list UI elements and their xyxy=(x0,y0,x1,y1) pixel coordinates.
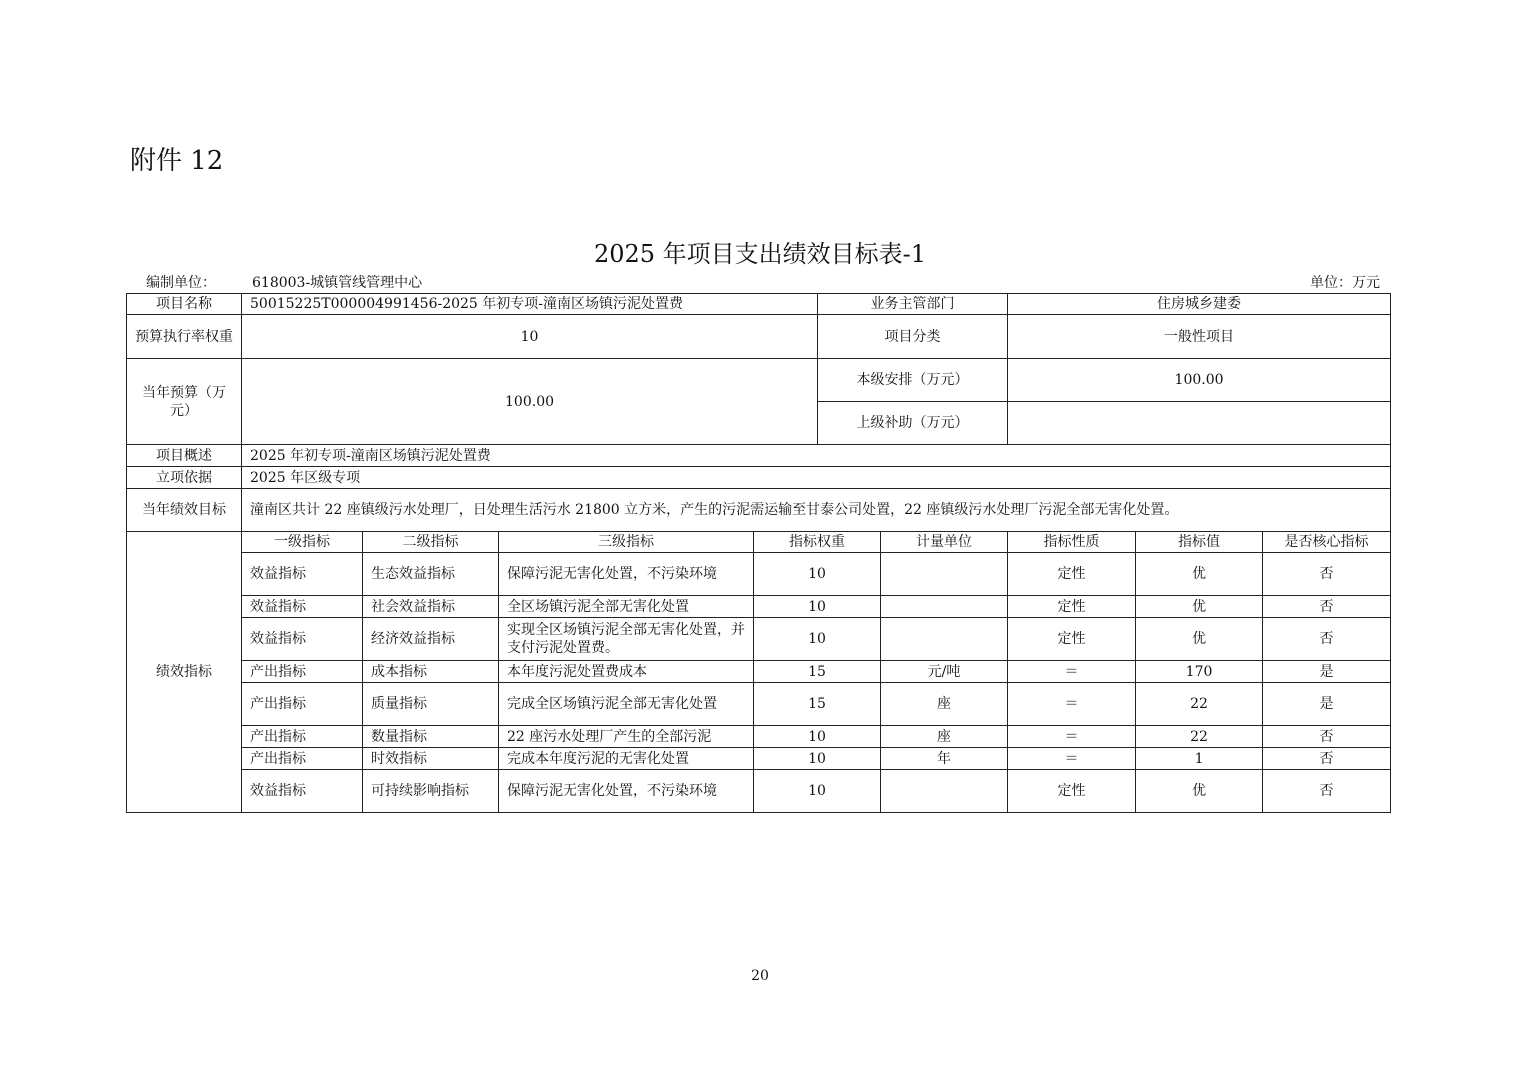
indicator-level2: 生态效益指标 xyxy=(363,553,499,596)
category-label: 项目分类 xyxy=(818,315,1008,359)
indicator-row xyxy=(127,596,1391,618)
basis-label: 立项依据 xyxy=(127,467,242,489)
header-level1: 一级指标 xyxy=(242,532,363,553)
indicator-level3: 完成全区场镇污泥全部无害化处置 xyxy=(499,683,754,726)
upper-subsidy-value xyxy=(1008,402,1391,445)
annual-goal-label: 当年绩效目标 xyxy=(127,489,242,532)
indicators-label: 绩效指标 xyxy=(127,532,242,813)
row-basis xyxy=(127,467,1391,489)
document-title: 2025 年项目支出绩效目标表-1 xyxy=(593,240,927,268)
header-weight: 指标权重 xyxy=(754,532,881,553)
overview-value: 2025 年初专项-潼南区场镇污泥处置费 xyxy=(242,445,1391,467)
annual-budget-value: 100.00 xyxy=(242,359,818,445)
indicator-unit: 座 xyxy=(881,726,1008,748)
indicator-weight: 10 xyxy=(754,726,881,748)
indicator-row xyxy=(127,618,1391,661)
indicator-row xyxy=(127,553,1391,596)
indicator-unit xyxy=(881,770,1008,813)
indicator-core: 否 xyxy=(1263,618,1391,661)
indicator-level2: 成本指标 xyxy=(363,661,499,683)
row-project-name xyxy=(127,294,1391,315)
basis-value: 2025 年区级专项 xyxy=(242,467,1391,489)
header-core: 是否核心指标 xyxy=(1263,532,1391,553)
indicator-core: 否 xyxy=(1263,748,1391,770)
indicator-level1: 效益指标 xyxy=(242,553,363,596)
header-level3: 三级指标 xyxy=(499,532,754,553)
row-overview xyxy=(127,445,1391,467)
header-level2: 二级指标 xyxy=(363,532,499,553)
indicator-nature: 定性 xyxy=(1008,553,1136,596)
indicator-nature: ＝ xyxy=(1008,748,1136,770)
overview-label: 项目概述 xyxy=(127,445,242,467)
attachment-label: 附件 12 xyxy=(130,146,224,176)
indicator-nature: 定性 xyxy=(1008,596,1136,618)
budget-weight-label: 预算执行率权重 xyxy=(127,315,242,359)
indicator-nature: 定性 xyxy=(1008,618,1136,661)
budget-weight-value: 10 xyxy=(242,315,818,359)
indicator-level1: 产出指标 xyxy=(242,683,363,726)
indicator-unit xyxy=(881,553,1008,596)
indicator-unit: 元/吨 xyxy=(881,661,1008,683)
row-budget-weight xyxy=(127,315,1391,359)
indicator-core: 否 xyxy=(1263,726,1391,748)
indicator-value: 170 xyxy=(1136,661,1263,683)
header-nature: 指标性质 xyxy=(1008,532,1136,553)
indicator-weight: 10 xyxy=(754,596,881,618)
indicator-core: 否 xyxy=(1263,770,1391,813)
dept-value: 住房城乡建委 xyxy=(1008,294,1391,315)
indicator-nature: ＝ xyxy=(1008,683,1136,726)
indicator-weight: 10 xyxy=(754,770,881,813)
indicator-level3: 本年度污泥处置费成本 xyxy=(499,661,754,683)
indicator-value: 优 xyxy=(1136,596,1263,618)
indicator-level1: 产出指标 xyxy=(242,726,363,748)
indicator-value: 22 xyxy=(1136,726,1263,748)
indicator-unit xyxy=(881,596,1008,618)
indicator-header-row xyxy=(127,532,1391,553)
indicator-level2: 可持续影响指标 xyxy=(363,770,499,813)
indicator-row xyxy=(127,661,1391,683)
header-unit: 计量单位 xyxy=(881,532,1008,553)
header-value: 指标值 xyxy=(1136,532,1263,553)
local-arrangement-value: 100.00 xyxy=(1008,359,1391,402)
indicator-level3: 22 座污水处理厂产生的全部污泥 xyxy=(499,726,754,748)
indicator-core: 是 xyxy=(1263,661,1391,683)
indicator-level2: 质量指标 xyxy=(363,683,499,726)
indicator-value: 优 xyxy=(1136,553,1263,596)
indicator-level3: 保障污泥无害化处置，不污染环境 xyxy=(499,553,754,596)
indicator-value: 22 xyxy=(1136,683,1263,726)
indicator-level2: 社会效益指标 xyxy=(363,596,499,618)
indicator-level3: 全区场镇污泥全部无害化处置 xyxy=(499,596,754,618)
indicator-level2: 经济效益指标 xyxy=(363,618,499,661)
indicator-value: 优 xyxy=(1136,618,1263,661)
indicator-weight: 10 xyxy=(754,553,881,596)
indicator-row xyxy=(127,683,1391,726)
indicator-weight: 15 xyxy=(754,661,881,683)
annual-goal-value: 潼南区共计 22 座镇级污水处理厂，日处理生活污水 21800 立方米，产生的污泥需运输至甘泰公司处置，22 座镇级污水处理厂污泥全部无害化处置。 xyxy=(242,489,1391,532)
indicator-level1: 效益指标 xyxy=(242,770,363,813)
row-annual-goal xyxy=(127,489,1391,532)
performance-table xyxy=(126,293,1391,813)
indicator-core: 否 xyxy=(1263,553,1391,596)
indicator-level3: 保障污泥无害化处置，不污染环境 xyxy=(499,770,754,813)
compile-unit-value: 618003-城镇管线管理中心 xyxy=(252,275,423,291)
indicator-row xyxy=(127,726,1391,748)
compile-unit xyxy=(146,273,422,293)
indicator-level2: 数量指标 xyxy=(363,726,499,748)
indicator-row xyxy=(127,770,1391,813)
category-value: 一般性项目 xyxy=(1008,315,1391,359)
indicator-nature: ＝ xyxy=(1008,726,1136,748)
indicator-level1: 产出指标 xyxy=(242,661,363,683)
indicator-level2: 时效指标 xyxy=(363,748,499,770)
indicator-weight: 10 xyxy=(754,618,881,661)
indicator-unit xyxy=(881,618,1008,661)
indicator-value: 1 xyxy=(1136,748,1263,770)
indicator-unit: 年 xyxy=(881,748,1008,770)
indicator-level1: 效益指标 xyxy=(242,618,363,661)
page-number: 20 xyxy=(751,968,769,984)
compile-unit-label: 编制单位： xyxy=(146,275,216,291)
indicator-weight: 10 xyxy=(754,748,881,770)
indicator-nature: 定性 xyxy=(1008,770,1136,813)
indicator-level1: 产出指标 xyxy=(242,748,363,770)
indicator-value: 优 xyxy=(1136,770,1263,813)
annual-budget-label: 当年预算（万元） xyxy=(127,359,242,445)
indicator-core: 是 xyxy=(1263,683,1391,726)
indicator-level3: 实现全区场镇污泥全部无害化处置，并支付污泥处置费。 xyxy=(499,618,754,661)
row-annual-budget xyxy=(127,359,1391,402)
indicator-level1: 效益指标 xyxy=(242,596,363,618)
dept-label: 业务主管部门 xyxy=(818,294,1008,315)
indicator-level3: 完成本年度污泥的无害化处置 xyxy=(499,748,754,770)
local-arrangement-label: 本级安排（万元） xyxy=(818,359,1008,402)
indicator-row xyxy=(127,748,1391,770)
indicator-unit: 座 xyxy=(881,683,1008,726)
project-name-value: 50015225T000004991456-2025 年初专项-潼南区场镇污泥处置费 xyxy=(242,294,818,315)
project-name-label: 项目名称 xyxy=(127,294,242,315)
unit-note: 单位：万元 xyxy=(1310,275,1380,291)
indicator-core: 否 xyxy=(1263,596,1391,618)
indicator-nature: ＝ xyxy=(1008,661,1136,683)
indicator-weight: 15 xyxy=(754,683,881,726)
upper-subsidy-label: 上级补助（万元） xyxy=(818,402,1008,445)
